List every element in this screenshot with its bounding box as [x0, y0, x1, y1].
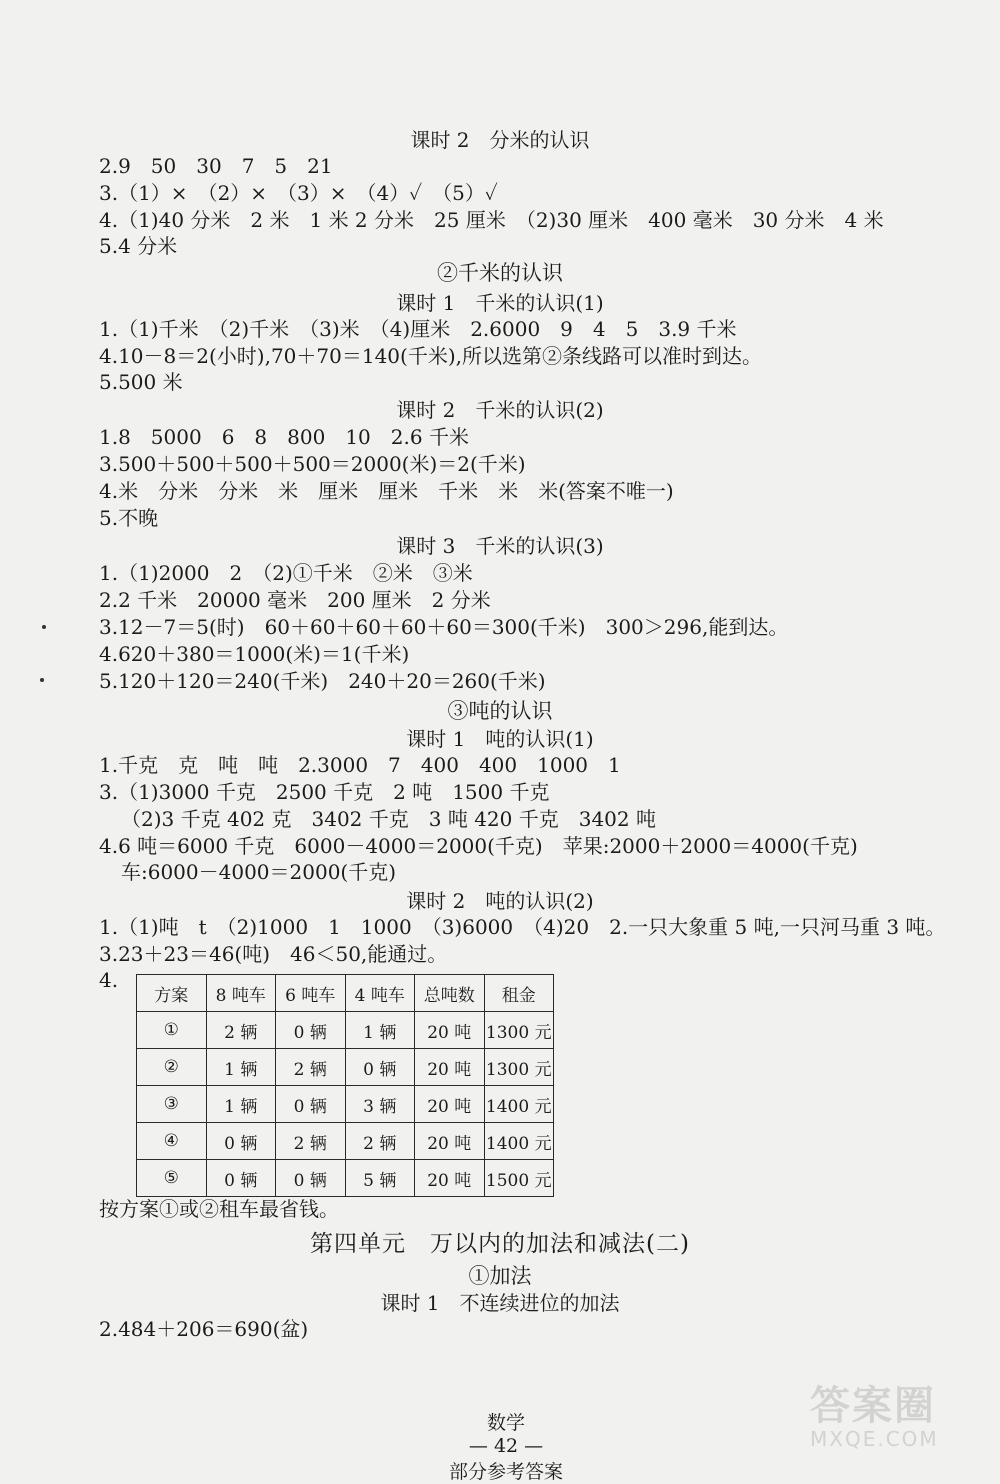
table-cell: 20 吨 [415, 1086, 485, 1123]
page-number: — 42 — [468, 1435, 544, 1457]
answer-line: 4.6 吨＝6000 千克 6000－4000＝2000(千克) 苹果:2000＋2000＝4000(千克) [99, 834, 858, 858]
table-cell: 1 辆 [206, 1086, 276, 1123]
answer-line: 5.500 米 [99, 370, 183, 394]
answer-line: 2.484＋206＝690(盆) [99, 1317, 309, 1341]
table-cell: 1 辆 [206, 1049, 276, 1086]
table-cell: 1400 元 [484, 1123, 554, 1160]
table-cell: ① [137, 1012, 207, 1049]
table-header-cell: 4 吨车 [345, 975, 415, 1012]
answer-line: 按方案①或②租车最省钱。 [99, 1197, 339, 1221]
table-cell: 0 辆 [276, 1012, 346, 1049]
answer-line: 4.620＋380＝1000(米)＝1(千米) [99, 642, 410, 666]
table-header-cell: 6 吨车 [276, 975, 346, 1012]
answer-line: 5.不晚 [99, 506, 159, 530]
table-cell: 0 辆 [276, 1086, 346, 1123]
answer-line: 3.（1)3000 千克 2500 千克 2 吨 1500 千克 [99, 780, 550, 804]
table-cell: ⑤ [137, 1160, 207, 1197]
lesson-heading: 课时 1 不连续进位的加法 [380, 1291, 620, 1315]
answer-line: 1.8 5000 6 8 800 10 2.6 千米 [99, 425, 469, 449]
lesson-heading: 课时 2 吨的认识(2) [406, 889, 594, 913]
table-cell: ③ [137, 1086, 207, 1123]
table-row [137, 1012, 554, 1049]
table-cell: 20 吨 [415, 1049, 485, 1086]
answer-line: 4.米 分米 分米 米 厘米 厘米 千米 米 米(答案不唯一) [99, 479, 674, 503]
table-row [137, 1160, 554, 1197]
table-row [137, 1123, 554, 1160]
rental-plan-table [136, 974, 554, 1197]
table-cell: 0 辆 [206, 1123, 276, 1160]
table-cell: 5 辆 [345, 1160, 415, 1197]
answer-line: 2.2 千米 20000 毫米 200 厘米 2 分米 [99, 588, 491, 612]
table-cell: 2 辆 [206, 1012, 276, 1049]
answer-line: 2.9 50 30 7 5 21 [99, 154, 333, 178]
table-cell: 20 吨 [415, 1123, 485, 1160]
section-heading: ②千米的认识 [437, 261, 563, 285]
table-cell: 1400 元 [484, 1086, 554, 1123]
answer-line: 1.（1)千米 （2)千米 （3)米 （4)厘米 2.6000 9 4 5 3.9 千米 [99, 317, 737, 341]
margin-mark [42, 625, 46, 629]
table-cell: 0 辆 [206, 1160, 276, 1197]
table-cell: 1300 元 [484, 1049, 554, 1086]
lesson-heading: 课时 2 千米的认识(2) [396, 398, 604, 422]
margin-mark [40, 678, 44, 682]
answer-line: 3.12－7＝5(时) 60＋60＋60＋60＋60＝300(千米) 300＞296,能到达。 [99, 615, 789, 639]
table-cell: 1300 元 [484, 1012, 554, 1049]
answer-line: 5.120＋120＝240(千米) 240＋20＝260(千米) [99, 669, 546, 693]
lesson-heading: 课时 1 千米的认识(1) [396, 291, 604, 315]
answer-line: 3.（1）× （2）× （3）× （4）✓ （5）✓ [99, 181, 498, 205]
table-header-cell: 租金 [484, 975, 554, 1012]
table-cell: 1 辆 [345, 1012, 415, 1049]
table-header-row [137, 975, 554, 1012]
table-cell: 0 辆 [276, 1160, 346, 1197]
table-cell: 1500 元 [484, 1160, 554, 1197]
answer-line: 5.4 分米 [99, 234, 178, 258]
watermark-url: MXQE.COM [810, 1427, 939, 1451]
answer-line: 1.（1)吨 t （2)1000 1 1000 （3)6000 （4)20 2.一只大象重 5 吨,一只河马重 3 吨。 [99, 915, 946, 939]
answer-line: 4.10－8＝2(小时),70＋70＝140(千米),所以选第②条线路可以准时到达。 [99, 344, 762, 368]
footer-subject: 数学 [487, 1412, 526, 1434]
table-cell: ② [137, 1049, 207, 1086]
table-header-cell: 方案 [137, 975, 207, 1012]
table-cell: 2 辆 [345, 1123, 415, 1160]
lesson-heading: 课时 3 千米的认识(3) [396, 534, 604, 558]
unit-title: 第四单元 万以内的加法和减法(二) [310, 1231, 690, 1257]
answer-line: （2)3 千克 402 克 3402 千克 3 吨 420 千克 3402 吨 [121, 807, 656, 831]
table-cell: 0 辆 [345, 1049, 415, 1086]
table-cell: 2 辆 [276, 1049, 346, 1086]
footer-label: 部分参考答案 [449, 1461, 564, 1483]
table-row [137, 1086, 554, 1123]
answer-line: 车:6000－4000＝2000(千克) [121, 860, 397, 884]
answer-line: 1.千克 克 吨 吨 2.3000 7 400 400 1000 1 [99, 753, 621, 777]
table-header-cell: 总吨数 [415, 975, 485, 1012]
answer-line: 4.（1)40 分米 2 米 1 米 2 分米 25 厘米 （2)30 厘米 400 毫米 30 分米 4 米 [99, 208, 884, 232]
answer-line: 3.500＋500＋500＋500＝2000(米)＝2(千米) [99, 452, 526, 476]
section-heading: ①加法 [468, 1264, 532, 1288]
lesson-heading: 课时 1 吨的认识(1) [406, 727, 594, 751]
table-row [137, 1049, 554, 1086]
table-cell: 2 辆 [276, 1123, 346, 1160]
watermark-text: 答案圈 [810, 1382, 936, 1429]
section-heading: ③吨的认识 [447, 699, 553, 723]
answer-line: 3.23＋23＝46(吨) 46＜50,能通过。 [99, 942, 448, 966]
lesson-heading: 课时 2 分米的认识 [410, 128, 590, 152]
answer-line: 1.（1)2000 2 （2)①千米 ②米 ③米 [99, 561, 473, 585]
table-cell: 20 吨 [415, 1012, 485, 1049]
watermark-logo [810, 1382, 990, 1451]
answer-line: 4. [99, 968, 119, 992]
table-cell: ④ [137, 1123, 207, 1160]
table-header-cell: 8 吨车 [206, 975, 276, 1012]
table-cell: 3 辆 [345, 1086, 415, 1123]
table-cell: 20 吨 [415, 1160, 485, 1197]
